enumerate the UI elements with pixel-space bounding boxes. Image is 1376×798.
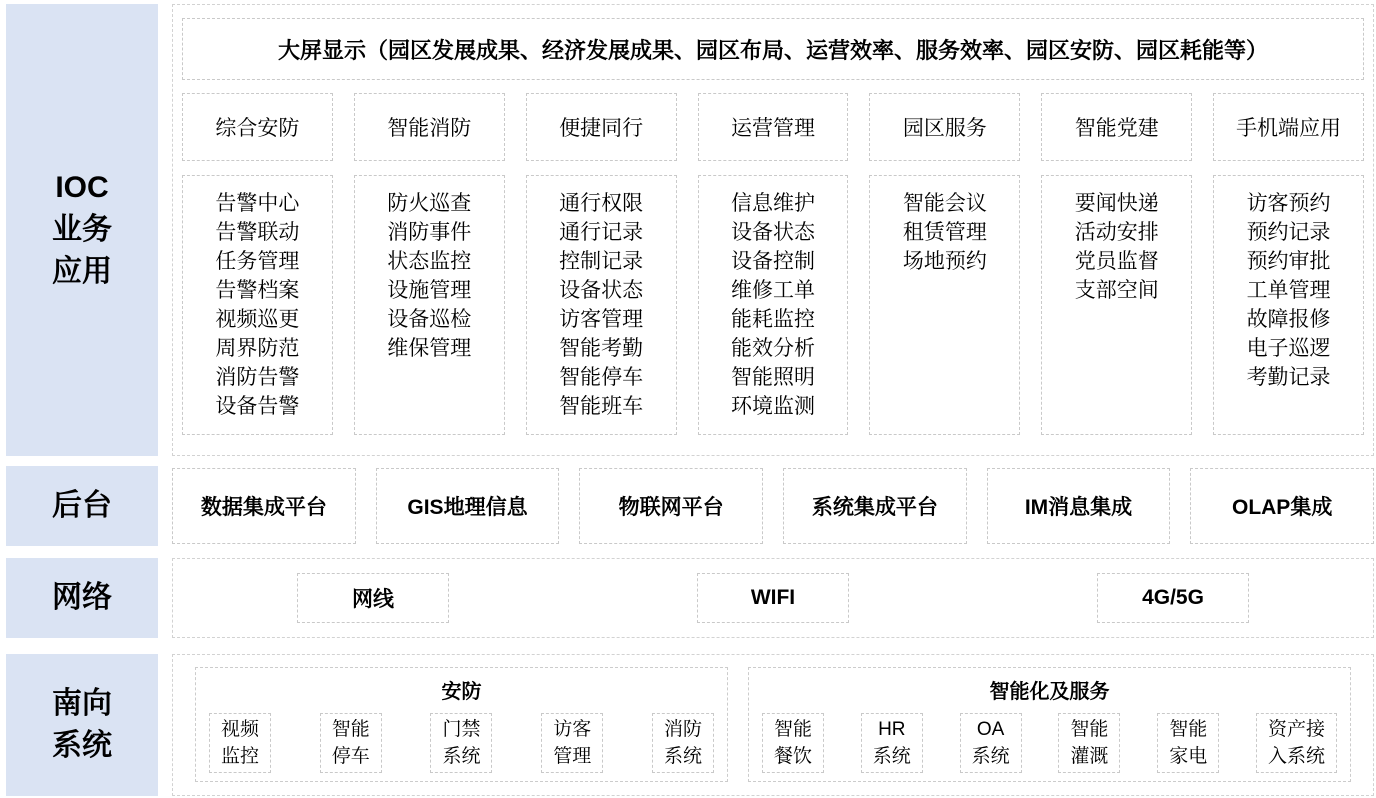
backend-platform-box: 系统集成平台 [783, 468, 967, 544]
sidebar-label-southbound [6, 654, 158, 796]
category-box: 园区服务 [869, 93, 1020, 161]
feature-item: 设备状态 [730, 221, 815, 244]
sidebar-label-ioc [6, 4, 158, 456]
feature-item: 信息维护 [730, 192, 815, 215]
sidebar-label-southbound-line: 系统 [52, 729, 112, 762]
southbound-systems-row [209, 713, 714, 773]
feature-item: 智能照明 [730, 366, 815, 389]
feature-item: 设备控制 [730, 250, 815, 273]
sidebar-label-southbound-line: 南向 [52, 687, 112, 720]
feature-item: 通行权限 [559, 192, 644, 215]
feature-item: 电子巡逻 [1246, 337, 1331, 360]
feature-item: 智能会议 [902, 192, 987, 215]
southbound-system-box [960, 713, 1022, 773]
feature-item: 维修工单 [730, 279, 815, 302]
feature-item: 要闻快递 [1074, 192, 1159, 215]
southbound-system-label-line: 资产接 [1267, 719, 1325, 740]
feature-item: 消防事件 [387, 221, 472, 244]
sidebar-label-ioc-line: 业务 [52, 213, 112, 246]
feature-item: 预约记录 [1246, 221, 1331, 244]
feature-list-row [182, 175, 1364, 435]
southbound-system-label-line: 智能 [1169, 719, 1208, 740]
feature-item: 设备告警 [215, 395, 300, 418]
feature-item: 任务管理 [215, 250, 300, 273]
ioc-content-box [172, 4, 1374, 456]
backend-platform-row [172, 466, 1374, 546]
big-screen-title: 大屏显示（园区发展成果、经济发展成果、园区布局、运营效率、服务效率、园区安防、园区耗能等） [277, 37, 1268, 63]
category-box: 智能党建 [1041, 93, 1192, 161]
feature-list-box [182, 175, 333, 435]
southbound-system-label-line: 家电 [1169, 746, 1208, 767]
feature-item: 告警中心 [215, 192, 300, 215]
southbound-system-label-line: 门禁 [442, 719, 481, 740]
category-box: 运营管理 [698, 93, 849, 161]
feature-list-box [698, 175, 849, 435]
southbound-system-label-line: 视频 [221, 719, 260, 740]
sidebar-label-ioc-line: 应用 [52, 255, 112, 288]
feature-item: 智能考勤 [559, 337, 644, 360]
network-box: 网线 [297, 573, 449, 623]
network-section [6, 558, 1374, 638]
backend-section [6, 466, 1374, 546]
feature-item: 环境监测 [730, 395, 815, 418]
feature-item: 访客预约 [1246, 192, 1331, 215]
southbound-system-label-line: 系统 [971, 746, 1010, 767]
feature-item: 消防告警 [215, 366, 300, 389]
feature-item: 预约审批 [1246, 250, 1331, 273]
southbound-system-box [320, 713, 382, 773]
feature-item: 智能班车 [559, 395, 644, 418]
feature-list-box [1041, 175, 1192, 435]
southbound-system-box [541, 713, 603, 773]
feature-list-box [869, 175, 1020, 435]
southbound-system-label-line: 入系统 [1267, 746, 1325, 767]
category-box: 综合安防 [182, 93, 333, 161]
southbound-system-label-line: 餐饮 [774, 746, 813, 767]
southbound-system-box [209, 713, 271, 773]
category-box: 手机端应用 [1213, 93, 1364, 161]
feature-item: 支部空间 [1074, 279, 1159, 302]
southbound-system-label-line: 智能 [1070, 719, 1109, 740]
southbound-system-box [430, 713, 492, 773]
feature-item: 周界防范 [215, 337, 300, 360]
feature-item: 故障报修 [1246, 308, 1331, 331]
southbound-systems-row [762, 713, 1337, 773]
southbound-group-title: 智能化及服务 [989, 681, 1110, 703]
southbound-system-box [762, 713, 824, 773]
sidebar-label-network: 网络 [6, 558, 158, 638]
southbound-group-title: 安防 [441, 681, 482, 703]
southbound-system-label-line: 智能 [331, 719, 370, 740]
southbound-system-box [1058, 713, 1120, 773]
feature-item: 控制记录 [559, 250, 644, 273]
southbound-system-label-line: 系统 [663, 746, 702, 767]
feature-item: 党员监督 [1074, 250, 1159, 273]
southbound-system-label-line: HR [878, 719, 906, 740]
backend-platform-box: OLAP集成 [1190, 468, 1374, 544]
feature-list-box [1213, 175, 1364, 435]
feature-item: 能耗监控 [730, 308, 815, 331]
backend-platform-box: GIS地理信息 [376, 468, 560, 544]
feature-item: 维保管理 [387, 337, 472, 360]
southbound-group-box [195, 667, 728, 782]
southbound-system-label-line: 系统 [872, 746, 911, 767]
southbound-system-label-line: 灌溉 [1070, 746, 1109, 767]
ioc-section [6, 4, 1374, 456]
category-box: 智能消防 [354, 93, 505, 161]
category-box: 便捷同行 [526, 93, 677, 161]
category-row [182, 93, 1364, 161]
feature-item: 工单管理 [1246, 279, 1331, 302]
backend-platform-box: 数据集成平台 [172, 468, 356, 544]
southbound-system-box [1157, 713, 1219, 773]
southbound-system-label-line: 消防 [663, 719, 702, 740]
feature-item: 告警档案 [215, 279, 300, 302]
feature-item: 能效分析 [730, 337, 815, 360]
feature-item: 状态监控 [387, 250, 472, 273]
southbound-system-box [861, 713, 923, 773]
southbound-system-label-line: 管理 [553, 746, 592, 767]
big-screen-title-box [182, 18, 1364, 80]
feature-item: 设施管理 [387, 279, 472, 302]
feature-item: 活动安排 [1074, 221, 1159, 244]
network-box: WIFI [697, 573, 849, 623]
southbound-system-label-line: 系统 [442, 746, 481, 767]
feature-item: 视频巡更 [215, 308, 300, 331]
southbound-system-label-line: 智能 [774, 719, 813, 740]
feature-item: 设备巡检 [387, 308, 472, 331]
feature-item: 智能停车 [559, 366, 644, 389]
network-box: 4G/5G [1097, 573, 1249, 623]
sidebar-label-backend: 后台 [6, 466, 158, 546]
sidebar-label-ioc-line: IOC [55, 171, 109, 204]
backend-platform-box: 物联网平台 [579, 468, 763, 544]
southbound-group-box [748, 667, 1351, 782]
feature-item: 访客管理 [559, 308, 644, 331]
backend-platform-box: IM消息集成 [987, 468, 1171, 544]
feature-item: 场地预约 [902, 250, 987, 273]
feature-list-box [526, 175, 677, 435]
feature-item: 租赁管理 [902, 221, 987, 244]
feature-item: 告警联动 [215, 221, 300, 244]
feature-item: 通行记录 [559, 221, 644, 244]
southbound-system-label-line: OA [976, 719, 1005, 740]
southbound-system-label-line: 访客 [553, 719, 592, 740]
southbound-system-label-line: 监控 [221, 746, 260, 767]
feature-item: 防火巡查 [387, 192, 472, 215]
southbound-system-box [1256, 713, 1337, 773]
feature-item: 设备状态 [559, 279, 644, 302]
southbound-content-box [172, 654, 1374, 796]
southbound-section [6, 654, 1374, 796]
southbound-system-box [652, 713, 714, 773]
feature-list-box [354, 175, 505, 435]
network-content-box [172, 558, 1374, 638]
feature-item: 考勤记录 [1246, 366, 1331, 389]
southbound-system-label-line: 停车 [331, 746, 370, 767]
